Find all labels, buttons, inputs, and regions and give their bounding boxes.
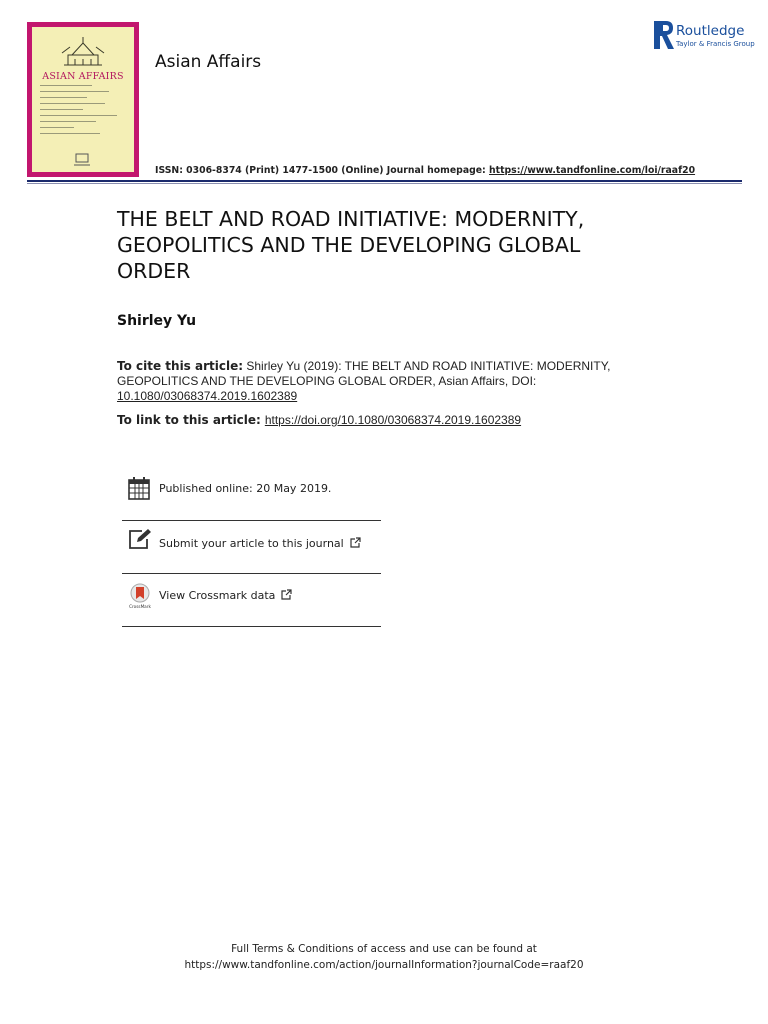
journal-cover-image — [27, 22, 139, 177]
publisher-name: Routledge — [676, 23, 745, 39]
footer-terms-link[interactable]: https://www.tandfonline.com/action/journalInformation?journalCode=raaf20 — [184, 959, 584, 971]
cite-label: To cite this article: — [117, 359, 244, 373]
crossmark-row[interactable] — [122, 580, 381, 632]
publisher-logo[interactable] — [654, 21, 755, 53]
issn-text: ISSN: 0306-8374 (Print) 1477-1500 (Online) Journal homepage: — [155, 165, 490, 176]
published-row — [122, 474, 381, 526]
submit-article-link[interactable] — [159, 537, 361, 550]
link-row — [117, 413, 521, 427]
calendar-icon — [128, 476, 150, 500]
cover-publisher-mark-icon — [72, 153, 92, 167]
submit-article-label: Submit your article to this journal — [159, 537, 344, 550]
link-label: To link to this article: — [117, 413, 261, 427]
journal-name: Asian Affairs — [155, 52, 262, 72]
crossmark-link[interactable] — [159, 589, 292, 602]
header-divider-thin — [27, 183, 742, 184]
info-divider — [122, 573, 381, 574]
submit-row[interactable] — [122, 527, 381, 579]
crossmark-icon — [128, 583, 152, 609]
external-link-icon — [281, 589, 292, 600]
article-title: THE BELT AND ROAD INITIATIVE: MODERNITY, GEOPOLITICS AND THE DEVELOPING GLOBAL ORDER — [117, 207, 585, 283]
citation-block — [117, 359, 637, 404]
publisher-subtitle: Taylor & Francis Group — [676, 40, 755, 48]
routledge-logo-icon — [654, 21, 674, 49]
external-link-icon — [350, 537, 361, 548]
published-date: Published online: 20 May 2019. — [159, 482, 332, 495]
cover-title: ASIAN AFFAIRS — [42, 71, 124, 82]
header-divider — [27, 180, 742, 182]
info-divider — [122, 626, 381, 627]
journal-homepage-link[interactable]: https://www.tandfonline.com/loi/raaf20 — [489, 165, 696, 176]
article-doi-link[interactable]: https://doi.org/10.1080/03068374.2019.1602389 — [264, 413, 522, 427]
cover-emblem-icon — [60, 35, 106, 69]
info-divider — [122, 520, 381, 521]
cite-doi-link[interactable]: 10.1080/03068374.2019.1602389 — [117, 389, 298, 403]
crossmark-label: View Crossmark data — [159, 589, 276, 602]
issn-row — [155, 165, 695, 176]
footer-terms-text: Full Terms & Conditions of access and use can be found at — [231, 943, 537, 955]
footer — [0, 941, 768, 973]
author-name[interactable]: Shirley Yu — [117, 313, 197, 329]
edit-icon — [128, 528, 152, 550]
cite-text: Shirley Yu (2019): THE BELT AND ROAD INITIATIVE: MODERNITY, GEOPOLITICS AND THE DEVELOPING GLOBAL ORDER, Asian Affairs, DOI: — [117, 359, 611, 388]
cover-text-lines — [40, 85, 126, 139]
crossmark-logo-text: CrossMark — [129, 604, 151, 609]
